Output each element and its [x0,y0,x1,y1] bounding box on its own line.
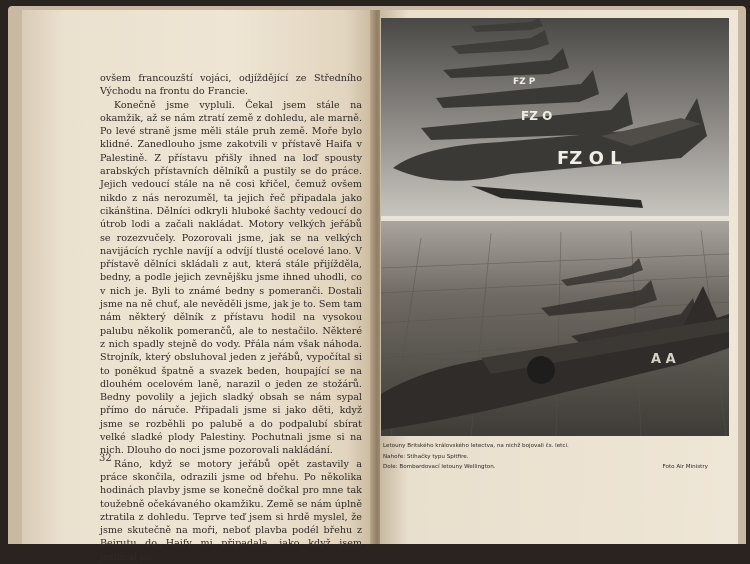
photo-caption [383,441,728,473]
marking-wellington: A A [651,352,676,367]
caption-line: Nahoře: Stíhačky typu Spitfire. [383,453,469,460]
paragraph: Konečně jsme vypluli. Čekal jsem stále na okamžik, až se nám ztratí země z dohledu, ale marně. Po levé straně jsme měli stále pruh země. Moře bylo klidné. Zanedlouho jsme zakotvili v přístavě Haifa v Palestině. Z přístavu přišly ihned na loď spousty arabských přístavních dělníků a pustily se do práce. Jejich vedoucí stále na ně cosi křičel, čemuž ovšem nikdo z nás nerozuměl, ta jejich řeč připadala jako cikánština. Dělníci odkryli hluboké šachty vedoucí do útrob lodi a začali nakládat. Motory velkých jeřábů se rozezvučely. Pozorovali jsme, jak se na velkých navijácích rychle navíjí a odvíjí tlusté ocelové lano. V přístavě dělníci skládali z aut, která stále přijížděla, bedny, a podle jejich zevnějšku jsme ihned uhodli, co v nich je. Byli to známé bedny s pomeranči. Dostali jsme na ně chuť, ale nevěděli jsme, jak je to. Sem tam nám některý dělník z přístavu hodil na vysokou palubu několik pomerančů, ale to nestačilo. Některé z nich spadly stejně do vody. Přála nám však náhoda. Strojník, který obsluhoval jeden z jeřábů, vypočítal si to poněkud špatně a svazek beden, houpající se na dlouhém ocelovém laně, narazil o jeden ze stožárů. Bedny povolily a jejich sladký obsah se nám sypal přímo do náruče. Připadali jsme si jako děti, když jsme se rozběhli po palubě a do podpalubí sbírat velké sladké plody Palestiny. Pochutnali jsme si na nich. Dlouho do noci jsme pozorovali nakládání. [100,99,362,457]
aircraft-photograph [381,18,729,436]
marking-front: FZ O L [557,148,622,169]
photo-illustration [381,18,729,436]
paragraph: ovšem francouzští vojáci, odjíždějící ze Středního Východu na frontu do Francie. [100,73,362,98]
marking-third: FZ P [513,77,536,87]
marking-second: FZ O [521,109,553,123]
body-text [100,72,362,564]
caption-line: Dole: Bombardovací letouny Wellington. [383,464,496,471]
page-number: 32 [99,453,112,464]
caption-line: Letouny Britského královského letectva, na nichž bojovali čs. letci. [383,443,569,449]
white-divider [381,216,729,221]
photo-credit: Foto Air Ministry [662,464,708,470]
paragraph: Ráno, když se motory jeřábů opět zastavily a práce skončila, odrazili jsme od břehu. Po několika hodinách plavby jsme se konečně dočkal pro mne tak toužebně očekávaného okamžiku. Země se nám úplně ztratila z dohledu. Teprve teď jsem si hrdě myslel, že jsme skutečně na moři, neboť plavba podél břehu z Bejrutu do Haify mi připadala, jako když jsem jezdíval po [100,458,362,563]
